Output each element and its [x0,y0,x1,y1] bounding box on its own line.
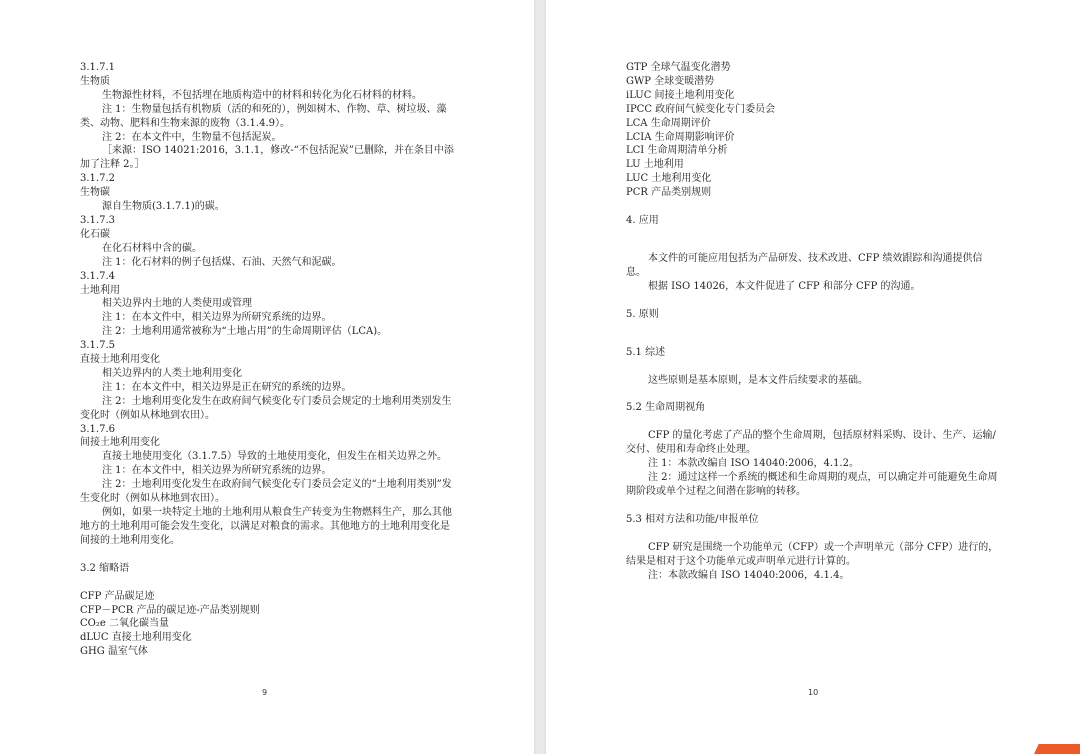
text-line: PCR 产品类别规则 [626,187,712,199]
text-line: 5.1 综述 [626,346,666,358]
document-page-left [0,0,534,754]
spacer [626,228,1002,242]
spacer [626,200,1002,214]
text-line: 直接土地利用变化 [80,354,160,366]
text-line: LUC 土地利用变化 [626,173,712,185]
text-line: 3.1.7.6 [80,423,115,435]
text-line: 源自生物质(3.1.7.1)的碳。 [102,201,225,213]
text-line: LU 土地利用 [626,159,684,171]
text-line: 间接土地利用变化 [80,437,160,449]
text-line: 注 1：在本文件中，相关边界为所研究系统的边界。 [102,465,332,477]
text-line: 相关边界内土地的人类使用或管理 [102,298,252,310]
text-line: 注 2：通过这样一个系统的概述和生命周期的观点，可以确定并可能避免生命周期阶段或单个过程之间潜在影响的转移。 [626,472,998,497]
text-line: 这些原则是基本原则，是本文件后续要求的基础。 [648,374,868,386]
text-line: 注 2：土地利用变化发生在政府间气候变化专门委员会规定的土地利用类别发生变化时（例如从林地到农田）。 [80,395,452,421]
text-line: CFP－PCR 产品的碳足迹-产品类别规则 [80,604,260,616]
text-line: 直接土地使用变化（3.1.7.5）导致的土地使用变化，但发生在相关边界之外。 [102,451,447,463]
spacer [80,576,456,590]
text-line: CO₂e 二氧化碳当量 [80,618,169,630]
text-line: LCIA 生命周期影响评价 [626,131,735,143]
spacer [626,499,1002,513]
text-line: GWP 全球变暖潜势 [626,75,715,87]
text-line: 相关边界内的人类土地利用变化 [102,367,242,379]
text-line: 5.3 相对方法和功能/申报单位 [626,513,759,525]
text-line: 生物碳 [80,187,110,199]
spacer [626,294,1002,308]
text-line: 3.1.7.3 [80,214,115,226]
text-line: 生物质 [80,75,110,87]
text-line: 注 1：在本文件中，相关边界为所研究系统的边界。 [102,312,332,324]
text-line: 例如，如果一块特定土地的土地利用从粮食生产转变为生物燃料生产，那么其他地方的土地利用可能会发生变化，以满足对粮食的需求。其他地方的土地利用变化是间接的土地利用变化。 [80,507,452,546]
spacer [626,415,1002,429]
text-line: 4. 应用 [626,215,659,227]
spacer [626,527,1002,541]
page-number: 9 [262,688,268,697]
text-line: iLUC 间接土地利用变化 [626,89,735,101]
text-line: 5.2 生命周期视角 [626,402,706,414]
text-line: 注 2：在本文件中，生物量不包括泥炭。 [102,131,282,143]
text-line: GTP 全球气温变化潜势 [626,62,731,73]
spacer [626,336,1002,346]
text-line: 在化石材料中含的碳。 [102,242,202,254]
spacer [626,360,1002,374]
page-body [80,61,456,659]
text-line: ［来源：ISO 14021:2016，3.1.1，修改-“不包括泥炭”已删除，并在条目中添加了注释 2。］ [80,145,454,171]
text-line: 3.1.7.2 [80,173,115,185]
text-line: 3.2 缩略语 [80,562,130,574]
text-line: 5. 原则 [626,308,659,320]
text-line: IPCC 政府间气候变化专门委员会 [626,103,776,115]
text-line: 注 1：在本文件中，相关边界是正在研究的系统的边界。 [102,381,352,393]
text-line: 注 1：化石材料的例子包括煤、石油、天然气和泥碳。 [102,256,342,268]
text-line: 3.1.7.4 [80,270,115,282]
text-line: LCI 生命周期清单分析 [626,145,728,157]
text-line: 注 2：土地利用变化发生在政府间气候变化专门委员会定义的“土地利用类别”发生变化时（例如从林地到农田）。 [80,479,452,505]
text-line: 生物源性材料，不包括埋在地质构造中的材料和转化为化石材料的材料。 [102,89,422,101]
text-line: 注 1：本款改编自 ISO 14040:2006，4.1.2。 [648,458,859,470]
text-line: 本文件的可能应用包括为产品研发、技术改进、CFP 绩效跟踪和沟通提供信息。 [626,252,983,278]
document-page-right [546,0,1080,754]
spacer [80,548,456,562]
text-line: 根据 ISO 14026，本文件促进了 CFP 和部分 CFP 的沟通。 [648,280,921,292]
page-body [626,61,1002,582]
text-line: 注 1：生物量包括有机物质（活的和死的），例如树木、作物、草、树垃圾、藻类、动物、肥料和生物来源的废物（3.1.4.9）。 [80,103,447,129]
text-line: CFP 的量化考虑了产品的整个生命周期，包括原材料采购、设计、生产、运输/交付、使用和寿命终止处理。 [626,430,996,456]
corner-tab-icon [1034,744,1080,754]
spacer [626,322,1002,336]
text-line: 3.1.7.1 [80,62,115,73]
text-line: CFP 产品碳足迹 [80,590,155,602]
text-line: 注：本款改编自 ISO 14040:2006，4.1.4。 [648,569,850,581]
text-line: 土地利用 [80,284,120,296]
text-line: dLUC 直接土地利用变化 [80,632,192,644]
text-line: 注 2：土地利用通常被称为“土地占用”的生命周期评估（LCA)。 [102,326,388,338]
text-line: CFP 研究是围绕一个功能单元（CFP）或一个声明单元（部分 CFP）进行的，结果是相对于这个功能单元或声明单元进行计算的。 [626,541,999,567]
spacer [626,242,1002,252]
text-line: 3.1.7.5 [80,340,115,352]
spacer [626,387,1002,401]
text-line: GHG 温室气体 [80,646,148,658]
page-number: 10 [808,688,819,697]
text-line: LCA 生命周期评价 [626,117,711,129]
text-line: 化石碳 [80,228,110,240]
